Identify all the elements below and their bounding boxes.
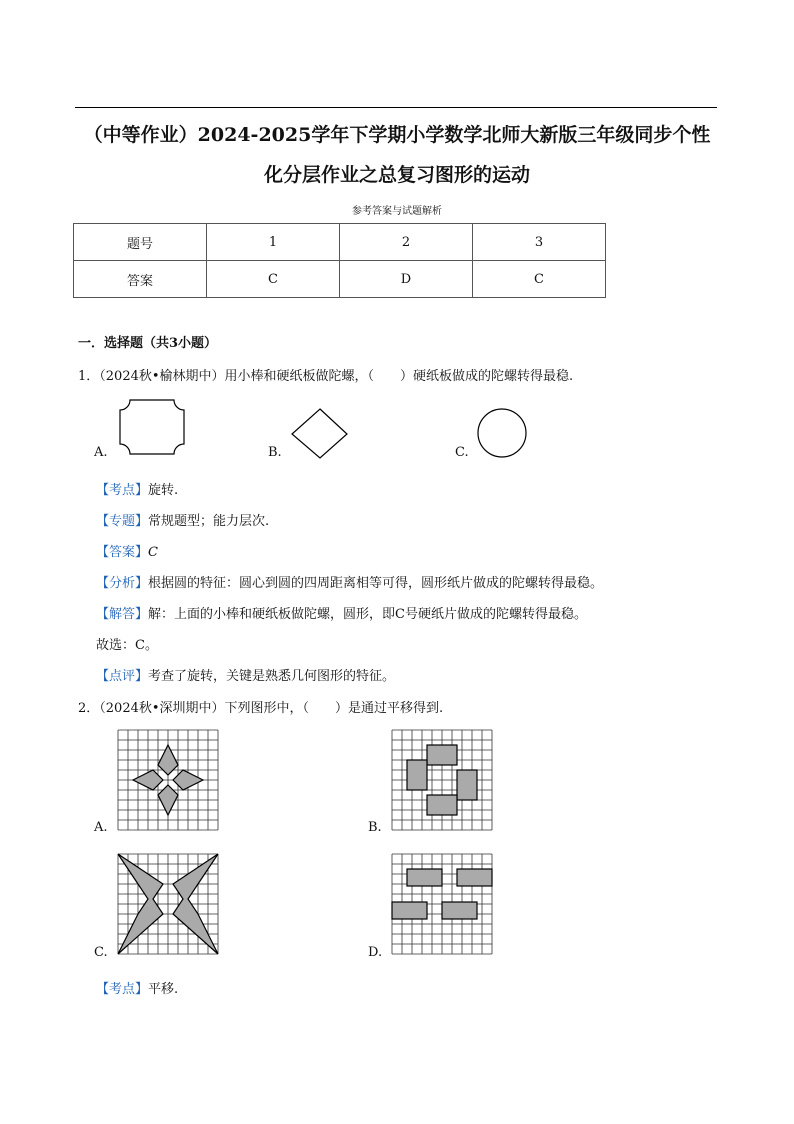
table-cell: C — [473, 261, 606, 298]
q2-kaodian — [96, 978, 178, 997]
q1-choice: 故选：C。 — [96, 638, 158, 653]
q1-option-b-label: B. — [268, 445, 282, 460]
question-1-stem: 1．（2024秋•榆林期中）用小棒和硬纸板做陀螺，（ ）硬纸板做成的陀螺转得最稳. — [78, 369, 574, 384]
table-cell: 2 — [340, 224, 473, 261]
table-row — [74, 261, 606, 298]
q1-analysis — [96, 572, 603, 591]
analysis-tag: 【分析】 — [96, 576, 149, 591]
answer-table — [73, 223, 606, 298]
kaodian-tag: 【考点】 — [96, 982, 149, 997]
q1-solution — [96, 603, 587, 622]
kaodian-text: 平移. — [148, 982, 179, 997]
document-title-line2: 化分层作业之总复习图形的运动 — [263, 164, 530, 186]
q1-answer — [96, 541, 158, 560]
q1-zhuanti — [96, 510, 269, 529]
table-cell: 题号 — [74, 224, 207, 261]
header-rule — [75, 107, 717, 108]
answer-text: C — [148, 545, 158, 560]
comment-text: 考查了旋转，关键是熟悉几何图形的特征。 — [148, 669, 396, 684]
answer-tag: 【答案】 — [96, 545, 149, 560]
document-title-line1: （中等作业）2024-2025学年下学期小学数学北师大新版三年级同步个性 — [83, 124, 711, 146]
table-cell: 1 — [207, 224, 340, 261]
question-2-stem: 2．（2024秋•深圳期中）下列图形中，（ ）是通过平移得到. — [78, 701, 444, 716]
butterfly-grid-figure — [118, 854, 220, 956]
zhuanti-text: 常规题型；能力层次. — [148, 514, 270, 529]
section-heading: 一．选择题（共3小题） — [78, 336, 218, 351]
table-cell: 答案 — [74, 261, 207, 298]
kaodian-tag: 【考点】 — [96, 483, 149, 498]
q2-option-b-label: B. — [368, 820, 382, 835]
solution-text: 解：上面的小棒和硬纸板做陀螺，圆形，即C号硬纸片做成的陀螺转得最稳。 — [148, 607, 587, 622]
kaodian-text: 旋转. — [148, 483, 179, 498]
analysis-text: 根据圆的特征：圆心到圆的四周距离相等可得，圆形纸片做成的陀螺转得最稳。 — [148, 576, 604, 591]
solution-tag: 【解答】 — [96, 607, 149, 622]
q2-option-d-label: D. — [368, 945, 383, 960]
q1-comment — [96, 665, 395, 684]
ring-blocks-grid-figure — [392, 730, 494, 832]
document-subtitle: 参考答案与试题解析 — [352, 206, 442, 217]
q2-option-a-label: A. — [94, 820, 108, 835]
q1-option-c-label: C. — [455, 445, 469, 460]
q1-kaodian — [96, 479, 178, 498]
table-cell: C — [207, 261, 340, 298]
diamond-figure — [290, 408, 350, 458]
four-leaf-grid-figure — [118, 730, 220, 832]
table-cell: 3 — [473, 224, 606, 261]
table-cell: D — [340, 261, 473, 298]
octagon-figure — [118, 398, 186, 458]
table-row — [74, 224, 606, 261]
circle-figure — [476, 409, 528, 461]
q2-option-c-label: C. — [94, 945, 108, 960]
zhuanti-tag: 【专题】 — [96, 514, 149, 529]
q1-option-a-label: A. — [94, 445, 108, 460]
translated-bars-grid-figure — [392, 854, 494, 956]
comment-tag: 【点评】 — [96, 669, 149, 684]
